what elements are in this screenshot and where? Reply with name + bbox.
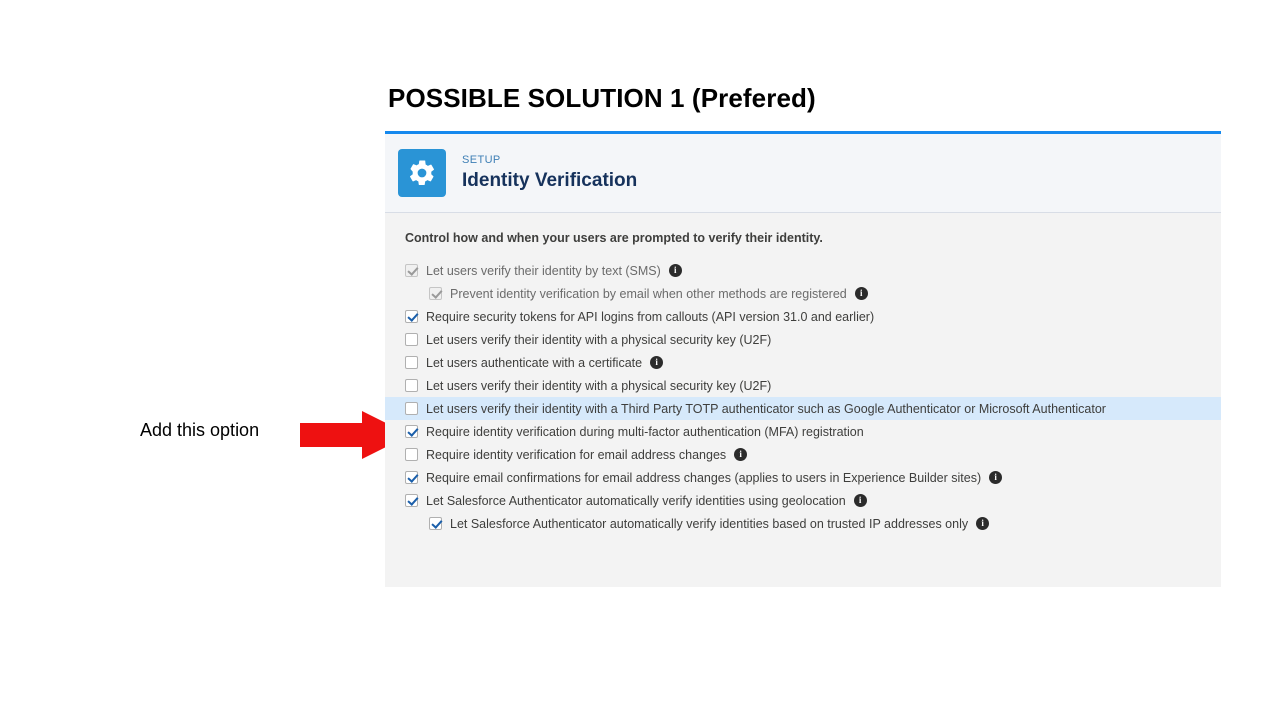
option-checkbox[interactable] (405, 448, 418, 461)
info-icon[interactable]: i (854, 494, 867, 507)
setup-description: Control how and when your users are prompted to verify their identity. (405, 231, 823, 245)
identity-option-row[interactable] (385, 443, 1221, 466)
option-label: Require identity verification during multi-factor authentication (MFA) registration (426, 424, 864, 439)
identity-option-row[interactable] (385, 282, 1221, 305)
option-label: Let users verify their identity by text (SMS) (426, 263, 661, 278)
identity-option-row[interactable] (385, 397, 1221, 420)
option-label: Let users authenticate with a certificate (426, 355, 643, 370)
annotation-label: Add this option (140, 420, 260, 440)
option-checkbox[interactable] (405, 379, 418, 392)
setup-eyebrow: SETUP (462, 154, 501, 167)
option-label: Require email confirmations for email address changes (applies to users in Experience Builder sites) (426, 470, 982, 485)
identity-option-row[interactable] (385, 328, 1221, 351)
option-checkbox[interactable] (405, 471, 418, 484)
setup-body (385, 213, 1221, 587)
info-icon[interactable]: i (650, 356, 663, 369)
option-checkbox[interactable] (405, 494, 418, 507)
identity-option-row[interactable] (385, 466, 1221, 489)
option-label: Prevent identity verification by email when other methods are registered (450, 286, 847, 301)
option-checkbox[interactable] (429, 517, 442, 530)
option-label: Let users verify their identity with a physical security key (U2F) (426, 332, 772, 347)
option-checkbox[interactable] (405, 356, 418, 369)
info-icon[interactable]: i (989, 471, 1002, 484)
setup-title: Identity Verification (462, 169, 638, 191)
option-checkbox[interactable] (405, 310, 418, 323)
page-title: POSSIBLE SOLUTION 1 (Prefered) (388, 83, 816, 113)
identity-option-row[interactable] (385, 351, 1221, 374)
identity-option-row[interactable] (385, 305, 1221, 328)
option-label: Let Salesforce Authenticator automatically verify identities based on trusted IP addresses only (450, 516, 969, 531)
identity-option-row[interactable] (385, 420, 1221, 443)
identity-option-row[interactable] (385, 512, 1221, 535)
option-label: Let users verify their identity with a Third Party TOTP authenticator such as Google Authenticator or Microsoft Authenticator (426, 401, 1106, 416)
identity-option-list (385, 259, 1221, 535)
option-checkbox[interactable] (429, 287, 442, 300)
option-checkbox[interactable] (405, 402, 418, 415)
identity-verification-panel (385, 131, 1221, 587)
option-label: Let users verify their identity with a physical security key (U2F) (426, 378, 772, 393)
option-checkbox[interactable] (405, 333, 418, 346)
info-icon[interactable]: i (855, 287, 868, 300)
option-label: Require identity verification for email address changes (426, 447, 727, 462)
identity-option-row[interactable] (385, 374, 1221, 397)
setup-header (385, 134, 1221, 213)
option-checkbox[interactable] (405, 425, 418, 438)
info-icon[interactable]: i (734, 448, 747, 461)
option-label: Let Salesforce Authenticator automatically verify identities using geolocation (426, 493, 846, 508)
identity-option-row[interactable] (385, 259, 1221, 282)
option-checkbox[interactable] (405, 264, 418, 277)
gear-icon (398, 149, 446, 197)
option-label: Require security tokens for API logins from callouts (API version 31.0 and earlier) (426, 309, 875, 324)
info-icon[interactable]: i (669, 264, 682, 277)
identity-option-row[interactable] (385, 489, 1221, 512)
info-icon[interactable]: i (976, 517, 989, 530)
